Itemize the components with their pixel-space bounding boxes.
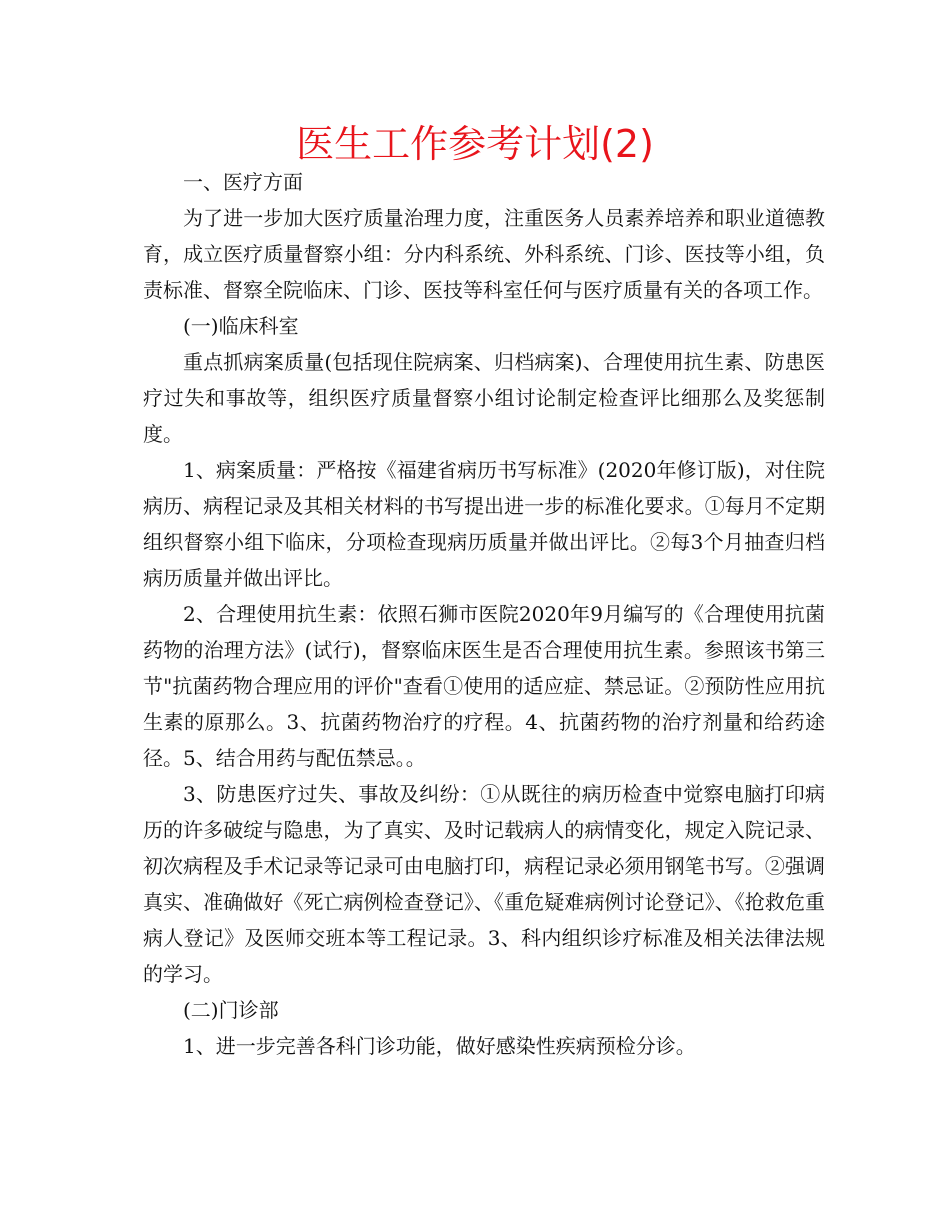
document-body	[143, 164, 825, 1064]
paragraph-intro: 为了进一步加大医疗质量治理力度，注重医务人员素养培养和职业道德教育，成立医疗质量督察小组：分内科系统、外科系统、门诊、医技等小组，负责标准、督察全院临床、门诊、医技等科室任何与医疗质量有关的各项工作。	[143, 206, 825, 302]
subsection-heading-clinical: (一)临床科室	[183, 314, 299, 338]
subsection-heading-outpatient: (二)门诊部	[183, 998, 279, 1022]
section-heading-medical: 一、医疗方面	[183, 170, 303, 194]
paragraph-error-prevention: 3、防患医疗过失、事故及纠纷：①从既往的病历检查中觉察电脑打印病历的许多破绽与隐患，为了真实、及时记载病人的病情变化，规定入院记录、初次病程及手术记录等记录可由电脑打印，病程记录必须用钢笔书写。②强调真实、准确做好《死亡病例检查登记》、《重危疑难病例讨论登记》、《抢救危重病人登记》及医师交班本等工程记录。3、科内组织诊疗标准及相关法律法规的学习。	[143, 782, 825, 986]
paragraph-outpatient-1: 1、进一步完善各科门诊功能，做好感染性疾病预检分诊。	[183, 1034, 696, 1058]
paragraph-clinical-focus: 重点抓病案质量(包括现住院病案、归档病案)、合理使用抗生素、防患医疗过失和事故等，组织医疗质量督察小组讨论制定检查评比细那么及奖惩制度。	[143, 350, 825, 446]
paragraph-antibiotics: 2、合理使用抗生素：依照石狮市医院2020年9月编写的《合理使用抗菌药物的治理方法》(试行)，督察临床医生是否合理使用抗生素。参照该书第三节"抗菌药物合理应用的评价"查看①使用的适应症、禁忌证。②预防性应用抗生素的原那么。3、抗菌药物治疗的疗程。4、抗菌药物的治疗剂量和给药途径。5、结合用药与配伍禁忌。。	[143, 602, 825, 770]
document-title: 医生工作参考计划(2)	[296, 122, 654, 166]
paragraph-case-quality: 1、病案质量：严格按《福建省病历书写标准》(2020年修订版)，对住院病历、病程记录及其相关材料的书写提出进一步的标准化要求。①每月不定期组织督察小组下临床，分项检查现病历质量并做出评比。②每3个月抽查归档病历质量并做出评比。	[143, 458, 825, 590]
